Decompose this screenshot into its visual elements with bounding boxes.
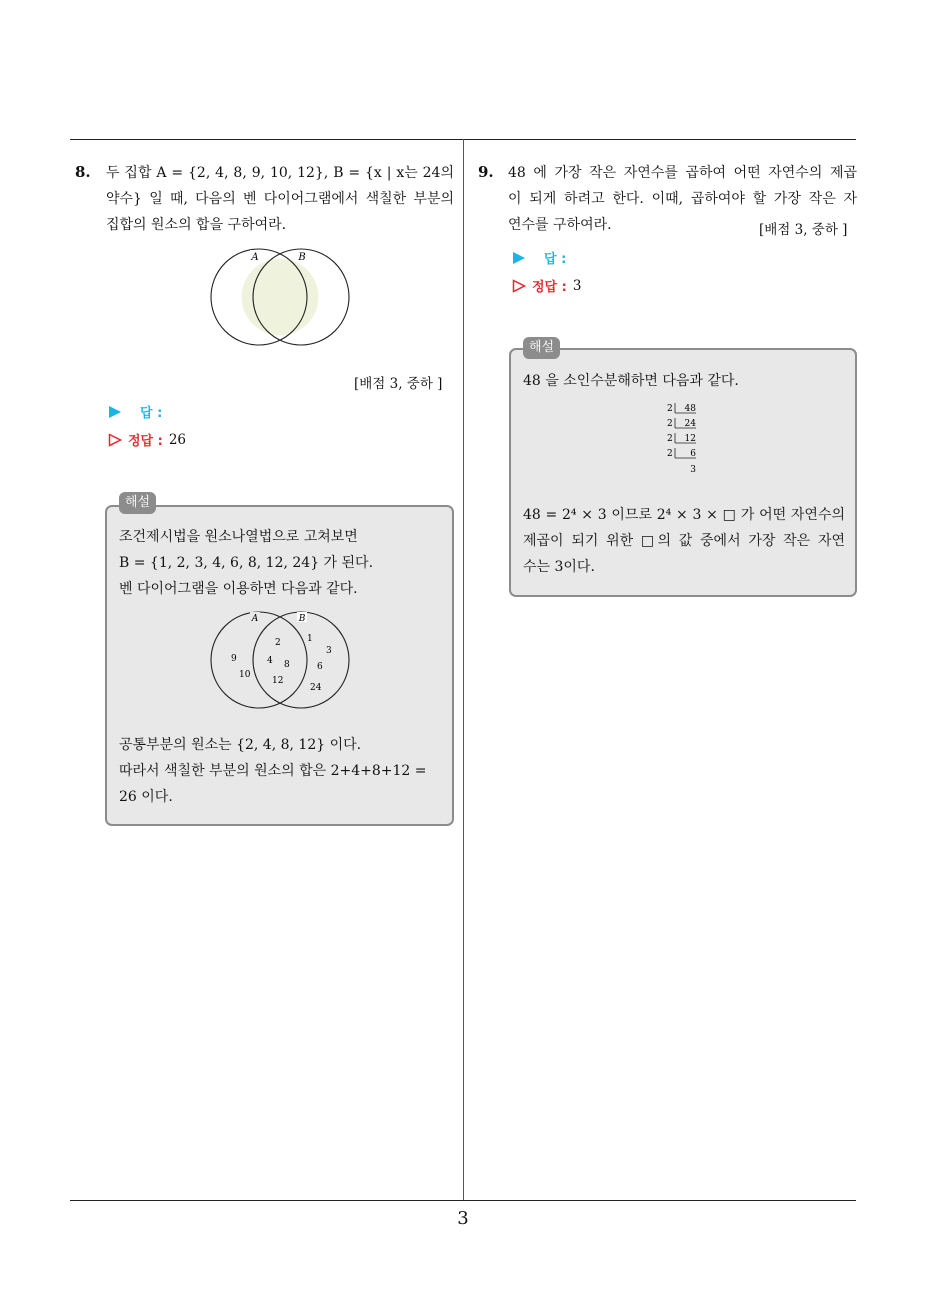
play-arrow-icon <box>512 251 526 265</box>
q8-question <box>106 160 454 238</box>
q9-line-1: 48 에 가장 작은 자연수를 곱하여 어떤 자연수의 제곱 <box>508 165 857 181</box>
column-divider <box>463 139 464 1201</box>
q8-correct-row <box>108 430 186 449</box>
q8-line-1: 두 집합 A = {2, 4, 8, 9, 10, 12}, B = {x | x는 24의 <box>106 165 454 181</box>
venn-element: 8 <box>284 660 290 670</box>
venn-element: 6 <box>317 662 323 672</box>
q8-line-3: 집합의 원소의 합을 구하여라. <box>106 217 287 233</box>
q9-number: 9. <box>478 163 494 181</box>
q9-sol-line-2: 48 = 2⁴ × 3 이므로 2⁴ × 3 × □ 가 어떤 자연수의 <box>523 507 845 523</box>
q9-solution-text-after <box>523 502 845 580</box>
q8-answer-label: 답 : <box>140 406 163 421</box>
venn-element: 4 <box>267 656 273 666</box>
venn-element: 9 <box>231 654 237 664</box>
factor-divisor: 2 <box>667 404 673 414</box>
factor-divisor: 2 <box>667 434 673 444</box>
q9-sol-line-1: 48 을 소인수분해하면 다음과 같다. <box>523 373 739 389</box>
bottom-rule <box>70 1200 856 1201</box>
q8-sol-line-6: 26 이다. <box>119 789 173 805</box>
play-arrow-icon <box>108 405 122 419</box>
venn-label-b: B <box>298 252 306 263</box>
q9-correct-value: 3 <box>572 277 582 294</box>
q8-line-2: 약수} 일 때, 다음의 벤 다이어그램에서 색칠한 부분의 <box>106 191 454 207</box>
q8-number: 8. <box>75 163 91 181</box>
venn-element: 10 <box>239 670 251 680</box>
q8-correct-label: 정답 : <box>128 434 163 449</box>
q8-answer-row <box>108 402 162 421</box>
venn-label-a: A <box>251 252 259 263</box>
venn-element: 12 <box>272 676 284 686</box>
q8-solution-text <box>119 524 441 602</box>
factor-last: 3 <box>690 465 696 475</box>
venn-element: 24 <box>310 683 322 693</box>
factor-divisor: 2 <box>667 449 673 459</box>
q8-score: [배점 3, 중하 ] <box>354 376 443 392</box>
q9-answer-row <box>512 248 566 267</box>
q9-sol-line-3: 제곱이 되기 위한 □의 값 중에서 가장 작은 자연 <box>523 533 845 549</box>
q9-correct-row <box>512 276 581 295</box>
venn-element: 1 <box>307 634 313 644</box>
q9-answer-label: 답 : <box>544 252 567 267</box>
sol-venn-label-b: B <box>298 614 306 624</box>
q8-solution-venn <box>200 610 360 710</box>
q8-sol-line-1: 조건제시법을 원소나열법으로 고쳐보면 <box>119 529 358 545</box>
q9-line-3: 연수를 구하여라. <box>508 217 612 233</box>
factor-quotient: 6 <box>690 449 696 459</box>
factor-divisor: 2 <box>667 419 673 429</box>
venn-element: 3 <box>326 646 332 656</box>
q8-solution-tab: 해설 <box>119 492 156 514</box>
sol-venn-label-a: A <box>251 614 259 624</box>
q9-correct-label: 정답 : <box>532 280 567 295</box>
outline-arrow-icon <box>108 433 122 447</box>
venn-element: 2 <box>275 638 281 648</box>
sol-venn-circle-a <box>211 612 307 708</box>
q8-correct-value: 26 <box>168 431 187 448</box>
q8-solution-text-after <box>119 732 441 810</box>
q8-sol-line-3: 벤 다이어그램을 이용하면 다음과 같다. <box>119 581 358 597</box>
page-number: 3 <box>457 1208 469 1229</box>
factor-quotient: 12 <box>684 434 696 444</box>
q8-sol-line-5: 따라서 색칠한 부분의 원소의 합은 2+4+8+12 = <box>119 763 427 779</box>
factor-quotient: 24 <box>684 419 696 429</box>
q8-sol-line-4: 공통부분의 원소는 {2, 4, 8, 12} 이다. <box>119 737 362 753</box>
q9-sol-line-4: 수는 3이다. <box>523 559 595 575</box>
q9-factorization <box>664 400 704 480</box>
q9-solution-text <box>523 368 845 394</box>
q9-score: [배점 3, 중하 ] <box>759 222 848 238</box>
q9-line-2: 이 되게 하려고 한다. 이때, 곱하여야 할 가장 작은 자 <box>508 191 857 207</box>
factor-quotient: 48 <box>684 404 696 414</box>
q8-sol-line-2: B = {1, 2, 3, 4, 6, 8, 12, 24} 가 된다. <box>119 555 374 571</box>
q9-solution-tab: 해설 <box>523 337 560 359</box>
q8-venn-diagram <box>200 248 360 348</box>
outline-arrow-icon <box>512 279 526 293</box>
